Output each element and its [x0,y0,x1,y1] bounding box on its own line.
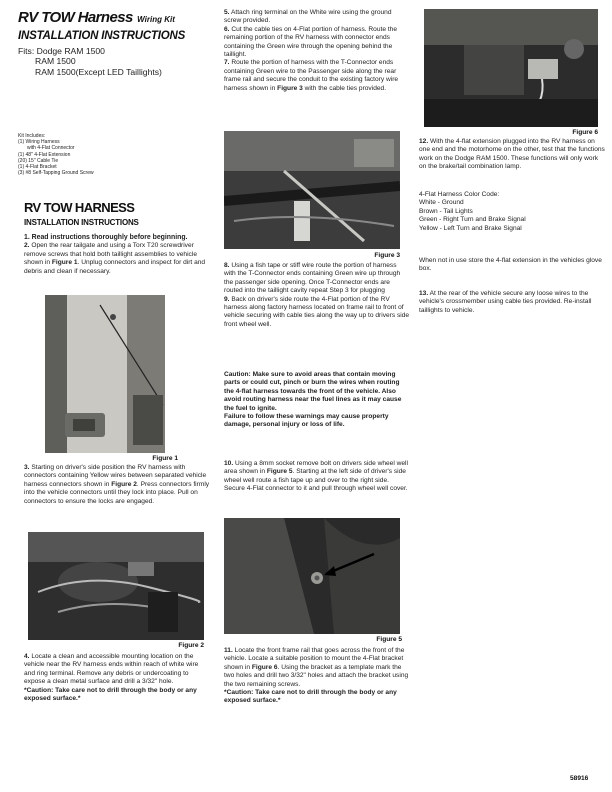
figure-6-caption: Figure 6 [572,129,598,136]
color-code-block [419,191,605,233]
step-11-caution: *Caution: Take care not to drill through the body or any exposed surface.* [224,689,397,705]
step-2: 2. Open the rear tailgate and using a Torx T20 screwdriver remove screws that hold both taillight assemblies to vehicle shown in Figure 1. Unplug connectors and inspect for dirt and debris and clean if necessary. [24,242,206,275]
color-code-item: White - Ground [419,199,464,207]
figure-1-caption: Figure 1 [152,455,178,462]
kit-item: (3) #8 Self-Tapping Ground Screw [18,170,94,177]
caution-block [224,371,410,430]
step-13: 13. At the rear of the vehicle secure any loose wires to the vehicle's crossmember using cable ties provided. Re-install taillights to vehicle. [419,290,592,314]
figure-2-illustration [28,532,204,640]
fits-item: RAM 1500(Except LED Taillights) [35,66,162,77]
figure-5-illustration [224,518,400,634]
steps-5-7 [224,9,410,93]
figure-1-photo [45,295,165,453]
step-4: 4. Locate a clean and accessible mounting location on the vehicle near the RV harness ends within reach of white wire and ring terminal. Remove any debris or undercoating to expose a clean metal surface and drill a 3/32" hole. *Caution: Take care not to drill through the body or any exposed surface.* [24,653,210,703]
kit-item: (1) 4-Flat Bracket [18,164,57,171]
step-9: 9. Back on driver's side route the 4-Flat portion of the RV harness along factory harness located on frame rail to front of vehicle securing with cable ties along the way up to drivers side front wheel well. [224,295,410,328]
steps-1-2 [24,234,210,276]
kit-heading: Kit Includes: [18,133,46,139]
step-1: 1. Read instructions thoroughly before beginning. [24,234,188,241]
figure-3-photo [224,131,400,249]
store-note: When not in use store the 4-flat extension in the vehicles glove box. [419,257,602,273]
fits-block [18,46,208,77]
fits-item: Dodge RAM 1500 [36,46,105,56]
figure-6-photo [424,9,598,127]
step-12: 12. With the 4-flat extension plugged into the RV harness on one end and the motorhome on the other, test that the functions work on the Dodge RAM 1500. These functions will only work on the brake/tail combination lamp. [419,138,605,171]
step-8: 8. Using a fish tape or stiff wire route the portion of harness with the T-Connector ends containing Green wire up through the passenger side opening. Once T-Connector ends are routed into the taillight cavity repeat Step 3 for plugging [224,262,401,295]
figure-1-illustration [45,295,165,453]
section-subtitle: INSTALLATION INSTRUCTIONS [24,218,139,227]
kit-item: (20) 15" Cable Tie [18,157,59,164]
figure-3-illustration [224,131,400,249]
section-title: RV TOW HARNESS [24,200,135,215]
color-code-item: Green - Right Turn and Brake Signal [419,216,526,224]
color-code-title: 4-Flat Harness Color Code: [419,191,500,198]
step-5: 5. Attach ring terminal on the White wire using the ground screw provided. [224,9,392,25]
kit-item: with 4-Flat Connector [27,145,75,152]
step-10: 10. Using a 8mm socket remove bolt on drivers side wheel well area shown in Figure 5. Starting at the left side of driver's side wheel well route a fish tape up and over to the right side. Secure 4-Flat connector to it and pull through wheel well cover. [224,460,408,493]
step-4-caution: *Caution: Take care not to drill through the body or any exposed surface.* [24,686,197,703]
title-subtitle: Wiring Kit [137,15,175,24]
step-11: 11. Locate the front frame rail that goes across the front of the vehicle. Locate a suitable position to mount the 4-Flat bracket shown in Figure 6. Using the bracket as a template mark the two holes and drill two 3/32" holes and attach the bracket using the two remaining screws. *Caution: Take care not to drill through the body or any exposed surface.* [224,647,409,705]
figure-5-photo [224,518,400,634]
figure-6-illustration [424,9,598,127]
caution-text: Caution: Make sure to avoid areas that contain moving parts or could cut, pinch or burn the wires when routing the 4-flat harness towards the front of the vehicle. Also avoid routing harness near the fuel lines as it may cause the fuel to ignite. [224,371,402,412]
title-brand: RV TOW Harness [18,9,133,26]
step-3: 3. Starting on driver's side position the RV harness with connectors containing Yellow wires between separated vehicle harness connectors shown in Figure 2. Press connectors firmly into the vehicle connectors until they lock into place. Pull on connectors to ensure the locks are engaged. [24,464,210,505]
fits-label: Fits: [18,46,35,56]
failure-text: Failure to follow these warnings may cause property damage, personal injury or loss of life. [224,413,389,429]
kit-item: (1) Wiring Harness [18,139,60,146]
steps-8-9 [224,262,410,329]
figure-2-caption: Figure 2 [178,642,204,649]
document-title [18,9,175,27]
kit-includes [18,133,138,176]
step-7: 7. Route the portion of harness with the T-Connector ends containing Green wire to the Passenger side along the rear frame rail and secure the conduit to the existing factory wire harness shown in Figure 3 with the cable ties provided. [224,59,399,92]
figure-3-caption: Figure 3 [374,252,400,259]
step-6: 6. Cut the cable ties on 4-Flat portion of harness. Route the remaining portion of the RV harness with connector ends containing the Green wire through the opening behind the taillight. [224,25,398,59]
part-number: 58916 [570,775,589,782]
color-code-item: Yellow - Left Turn and Brake Signal [419,224,522,232]
kit-item: (1) 48" 4-Flat Extension [18,151,71,158]
page-heading: INSTALLATION INSTRUCTIONS [18,30,186,42]
fits-item: RAM 1500 [35,56,76,67]
color-code-item: Brown - Tail Lights [419,207,473,215]
figure-2-photo [28,532,204,640]
figure-5-caption: Figure 5 [376,636,402,643]
